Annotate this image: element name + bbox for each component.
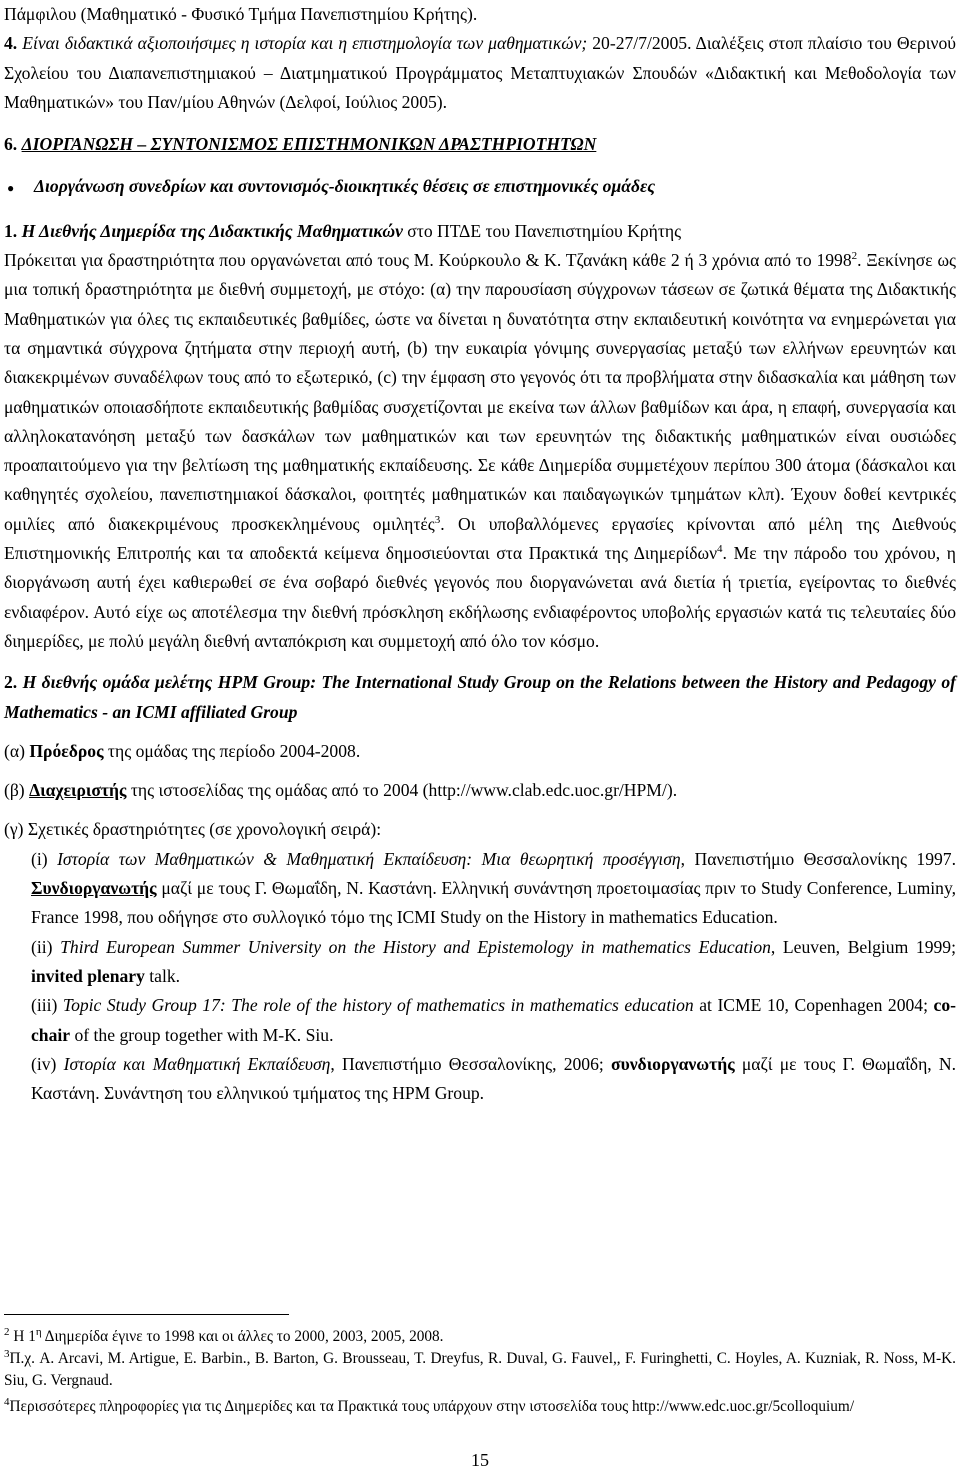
activity-i: (i) Ιστορία των Μαθηματικών & Μαθηματική Εκπαίδευση: Μια θεωρητική προσέγγιση, Πανεπιστήμιο Θεσσαλονίκης 1997. Συνδιοργανωτής μαζί με τους Γ. Θωμαΐδη, Ν. Καστάνη. Ελληνική συνάντηση προετοιμασίας πριν το Study Conference, Luminy, France 1998, που οδήγησε στο συλλογικό τόμο της ICMI Study on the History in mathematics Education. (31, 848, 956, 928)
item-2-g: (γ) Σχετικές δραστηριότητες (σε χρονολογική σειρά): (4, 819, 382, 840)
footnote-ref-4: 4 (717, 543, 723, 556)
activity-iii: (iii) Topic Study Group 17: The role of the history of mathematics in mathematics education at ICME 10, Copenhagen 2004; co-chair of the group together with M-K. Siu. (31, 995, 956, 1045)
footnote-divider (4, 1314, 289, 1315)
item-2-title-english: HPM Group: The International Study Group on the Relations between the History and Pedagogy of Mathematics - an ICMI affiliated Group (4, 672, 956, 722)
page-number: 15 (471, 1450, 489, 1470)
main-text (4, 0, 956, 1108)
item-4-title: Είναι διδακτικά αξιοποιήσιμες η ιστορία και η επιστημολογία των μαθηματικών; (22, 33, 588, 54)
section-6-heading: 6. ΔΙΟΡΓΑΝΩΣΗ – ΣΥΝΤΟΝΙΣΜΟΣ ΕΠΙΣΤΗΜΟΝΙΚΩΝ ΔΡΑΣΤΗΡΙΟΤΗΤΩΝ (4, 134, 597, 155)
item-2-title-greek: Η διεθνής ομάδα μελέτης (22, 672, 213, 693)
activity-iv: (iv) Ιστορία και Μαθηματική Εκπαίδευση, Πανεπιστήμιο Θεσσαλονίκης, 2006; συνδιοργανωτής μαζί με τους Γ. Θωμαΐδη, Ν. Καστάνη. Συνάντηση του ελληνικού τμήματος της HPM Group. (31, 1053, 957, 1104)
item-1-title: Η Διεθνής Διημερίδα της Διδακτικής Μαθηματικών (21, 220, 403, 241)
footnote-ref-3: 3 (434, 513, 441, 526)
bullet-icon: ● (7, 181, 15, 196)
activity-ii: (ii) Third European Summer University on the History and Epistemology in mathematics Education, Leuven, Belgium 1999; invited plenary talk. (31, 936, 956, 986)
paragraph-item-4: 4. Είναι διδακτικά αξιοποιήσιμες η ιστορία και η επιστημολογία των μαθηματικών; 20-27/7/2005. Διαλέξεις στοπ πλαίσιο του Θερινού Σχολείου του Διαπανεπιστημιακού – Διατμηματικού Προγράμματος Μεταπτυχιακών Σπουδών «Διδακτική και Μεθοδολογία των Μαθηματικών» του Παν/μίου Αθηνών (Δελφοί, Ιούλιος 2005). (4, 33, 956, 112)
footnote-4: $^4$Περισσότερες πληροφορίες για τις Διημερίδες και τα Πρακτικά τους υπάρχουν στην ιστοσελίδα τους http://www.edc.uoc.gr/5colloquium/ (4, 1395, 855, 1415)
bullet-text: Διοργάνωση συνεδρίων και συντονισμός-διοικητικές θέσεις σε επιστημονικές ομάδες (34, 176, 656, 197)
section-6-title: ΔΙΟΡΓΑΝΩΣΗ – ΣΥΝΤΟΝΙΣΜΟΣ ΕΠΙΣΤΗΜΟΝΙΚΩΝ ΔΡΑΣΤΗΡΙΟΤΗΤΩΝ (21, 134, 597, 155)
footnote-2: $^2$ Η $1^\eta$ Διημερίδα έγινε το 1998 και οι άλλες το 2000, 2003, 2005, 2008. (4, 1325, 444, 1345)
item-2-heading: 2. Η διεθνής ομάδα μελέτης HPM Group: The International Study Group on the Relations between the History and Pedagogy of Mathematics - an ICMI affiliated Group (4, 672, 956, 722)
paragraph-continuation: Πάμφιλου (Μαθηματικό - Φυσικό Τμήμα Πανεπιστημίου Κρήτης). (4, 4, 478, 24)
item-1-body: Πρόκειται για δραστηριότητα που οργανώνεται από τους Μ. Κούρκουλο & Κ. Τζανάκη κάθε 2 ή 3 χρόνια από το 1998$^2$. Ξεκίνησε ως μια τοπική δραστηριότητα με διεθνή συμμετοχή, με στόχο: (α) την παρουσίαση σύγχρονων τάσεων σε ζωτικά θέματα της Διδακτικής Μαθηματικών για όλες τις εκπαιδευτικές βαθμίδες, ώστε να δίνεται η δυνατότητα στην εκπαιδευτική κοινότητα να ενημερώνεται για τα σημαντικά σύγχρονα ζητήματα στην περιοχή αυτή, (b) την ευκαιρία γόνιμης συνεργασίας μεταξύ των ελλήνων ερευνητών και διακεκριμένων συναδέλφων τους από το εξωτερικό, (c) την έμφαση στο γεγονός ότι τα προβλήματα στην διδασκαλία και μάθηση των μαθηματικών οποιασδήποτε εκπαιδευτικής βαθμίδας συσχετίζονται με εκείνα των άλλων βαθμίδων και άρα, η επαφή, συνεργασία και αλληλοκατανόηση μεταξύ των δασκάλων των μαθηματικών και των ερευνητών της διδακτικής μαθηματικών είναι ουσιώδες προαπαιτούμενο για την βελτίωση της μαθηματικής εκπαίδευσης. Σε κάθε Διημερίδα συμμετέχουν περίπου 300 άτομα (δάσκαλοι και καθηγητές σχολείου, πανεπιστημιακοί δάσκαλοι, φοιτητές μαθηματικών και παιδαγωγικών τμημάτων κλπ). Έχουν δοθεί κεντρικές ομιλίες από διακεκριμένους προσκεκλημένους ομιλητές$^3$. Οι υποβαλλόμενες εργασίες κρίνονται από μέλη της Διεθνούς Επιστημονικής Επιτροπής και τα αποδεκτά κείμενα δημοσιεύονται στα Πρακτικά της Διημερίδων$^4$. Με την πάροδο του χρόνου, η διοργάνωση αυτή έχει καθιερωθεί σε ένα σοβαρό διεθνές γεγονός που διοργανώνεται ανά διετία ή τριετία, εγείροντας το διεθνές ενδιαφέρον. Αυτό είχε ως αποτέλεσμα την διεθνή πρόσκληση εκδήλωσης ενδιαφέροντος υποβολής εργασιών κατά τις τελευταίες δύο διημερίδες, με πολύ μεγάλη διεθνή ανταπόκριση και συμμετοχή από όλο τον κόσμο. (4, 250, 956, 651)
footnote-3: $^3$Π.χ. A. Arcavi, M. Artigue, E. Barbin., B. Barton, G. Brousseau, T. Dreyfus, R. Duval, G. Fauvel,, F. Furinghetti, C. Hoyles, A. Kuzniak, R. Noss, M-K. Siu, G. Vergnaud. (4, 1347, 956, 1389)
item-2-a: (α) Πρόεδρος της ομάδας της περίοδο 2004-2008. (4, 740, 361, 761)
footnotes (4, 1326, 956, 1418)
item-2-b: (β) Διαχειριστής της ιστοσελίδας της ομάδας από το 2004 (http://www.clab.edc.uoc.gr/HPM/). (4, 780, 678, 801)
item-1-heading: 1. Η Διεθνής Διημερίδα της Διδακτικής Μαθηματικών στο ΠΤΔΕ του Πανεπιστημίου Κρήτης (4, 220, 682, 241)
footnote-ref-2: 2 (851, 250, 858, 263)
bullet-item (4, 172, 956, 203)
